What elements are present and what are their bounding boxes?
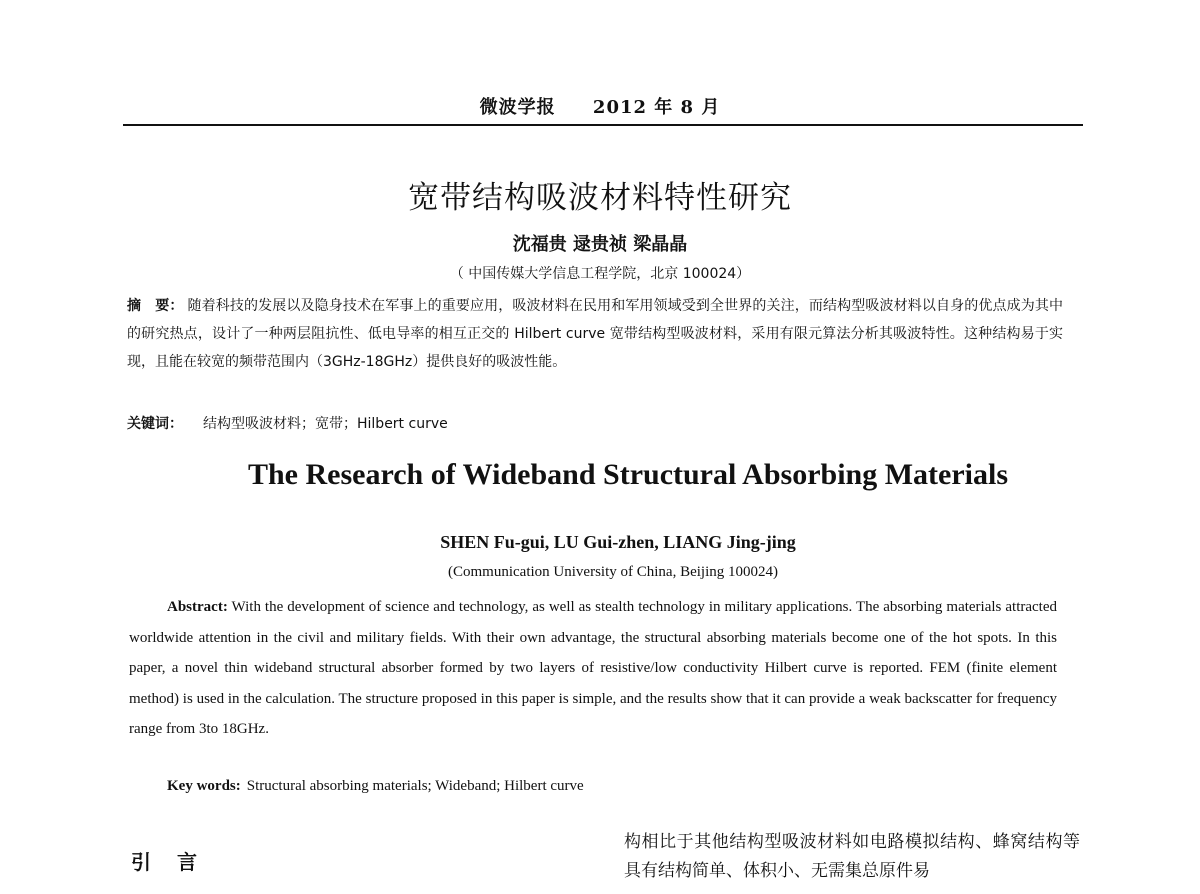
chinese-title: 宽带结构吸波材料特性研究 bbox=[408, 180, 792, 216]
english-abstract-label: Abstract: bbox=[167, 599, 228, 615]
section-heading-introduction: 引言 bbox=[131, 850, 223, 874]
english-authors: SHEN Fu-gui, LU Gui-zhen, LIANG Jing-jing bbox=[440, 532, 796, 552]
chinese-abstract-text: 随着科技的发展以及隐身技术在军事上的重要应用，吸波材料在民用和军用领域受到全世界的关注，而结构型吸波材料以自身的优点成为其中的研究热点，设计了一种两层阻抗性、低电导率的相互正交的 Hilbert curve 宽带结构型吸波材料，采用有限元算法分析其吸波特性。这种结构易于实现，且能在较宽的频带范围内（3GHz-18GHz）提供良好的吸波性能。 bbox=[127, 298, 1064, 370]
english-abstract bbox=[129, 592, 1057, 745]
chinese-keywords bbox=[127, 412, 1063, 436]
chinese-abstract bbox=[127, 292, 1063, 376]
running-header bbox=[0, 93, 1200, 119]
chinese-abstract-label: 摘 要： bbox=[127, 298, 184, 314]
header-rule bbox=[123, 124, 1083, 126]
issue-date: 2012 年 8 月 bbox=[592, 97, 721, 118]
english-abstract-text: With the development of science and technology, as well as stealth technology in military applications. The absorbing materials attracted worldwide attention in the civil and military fields. With their own advantage, the structural absorbing materials become one of the hot spots. In this paper, a novel thin wideband structural absorber formed by two layers of resistive/low conductivity Hilbert curve is reported. FEM (finite element method) is used in the calculation. The structure proposed in this paper is simple, and the results show that it can provide a weak backscatter for frequency range from 3to 18GHz. bbox=[129, 599, 1057, 737]
body-text-right-column: 构相比于其他结构型吸波材料如电路模拟结构、蜂窝结构等具有结构简单、体积小、无需集总原件易 bbox=[624, 832, 1080, 881]
english-keywords-text: Structural absorbing materials; Wideband; Hilbert curve bbox=[246, 778, 584, 794]
chinese-keywords-label: 关键词： bbox=[127, 416, 183, 432]
english-keywords bbox=[167, 773, 1067, 799]
english-keywords-label: Key words: bbox=[167, 778, 241, 794]
journal-name: 微波学报 bbox=[479, 97, 556, 118]
english-title: The Research of Wideband Structural Absorbing Materials bbox=[247, 458, 1009, 491]
chinese-affiliation: （ 中国传媒大学信息工程学院，北京 100024） bbox=[449, 266, 751, 282]
chinese-authors: 沈福贵 逯贵祯 梁晶晶 bbox=[512, 234, 688, 255]
chinese-keywords-text: 结构型吸波材料；宽带；Hilbert curve bbox=[203, 416, 448, 432]
english-affiliation: (Communication University of China, Beijing 100024) bbox=[448, 564, 778, 580]
